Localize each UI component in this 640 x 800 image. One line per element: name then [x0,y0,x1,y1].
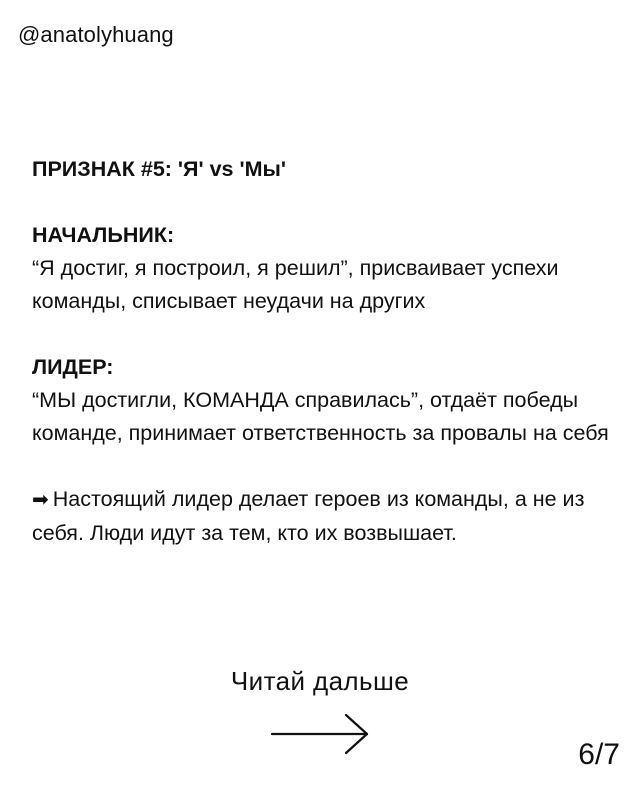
page-number: 6/7 [578,738,620,771]
leader-heading: ЛИДЕР: [32,355,114,379]
boss-heading: НАЧАЛЬНИК: [32,223,175,247]
conclusion [32,483,617,550]
read-more-label: Читай дальше [230,666,410,696]
main-content [32,153,617,550]
right-arrow-icon: ➡ [32,489,49,511]
conclusion-text: Настоящий лидер делает героев из команды, а не из себя. Люди идут за тем, кто их возвышает. [32,487,585,545]
leader-description: “МЫ достигли, КОМАНДА справилась”, отдаёт победы команде, принимает ответственность за провалы на себя [32,388,609,445]
long-arrow-right-icon [270,712,372,756]
author-handle: @anatolyhuang [18,22,174,47]
slide-title: ПРИЗНАК #5: 'Я' vs 'Мы' [32,157,286,181]
boss-description: “Я достиг, я построил, я решил”, присваивает успехи команды, списывает неудачи на других [32,256,559,313]
